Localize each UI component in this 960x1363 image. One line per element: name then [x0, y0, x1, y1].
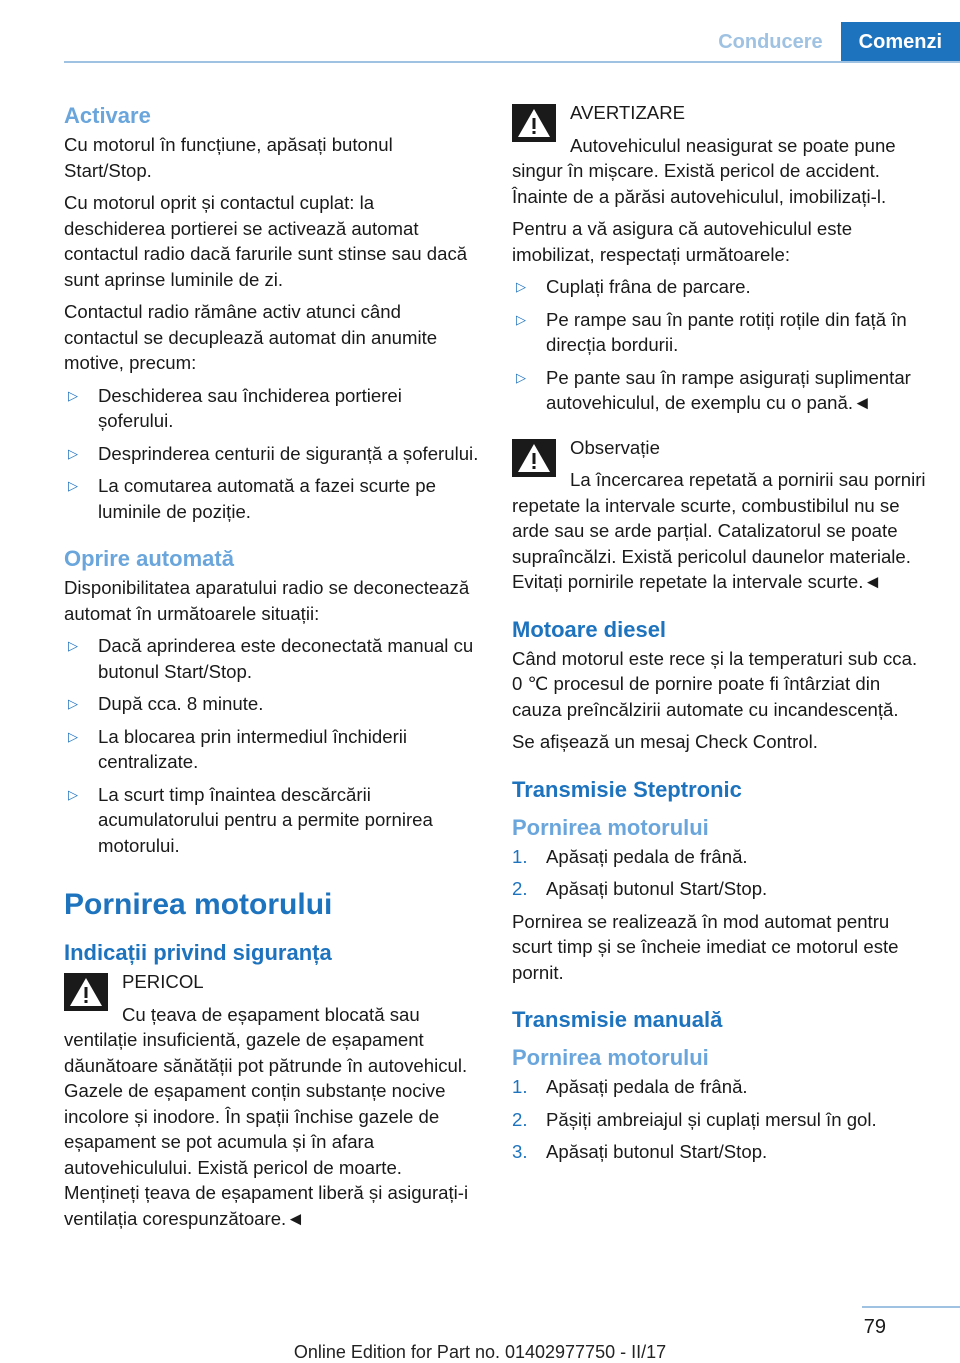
list-item: ▷ Cuplați frâna de parcare. [512, 274, 927, 300]
list-item: 2. Apăsați butonul Start/Stop. [512, 878, 768, 899]
diesel-heading: Motoare diesel [512, 616, 667, 642]
activare-list [64, 383, 479, 525]
list-item: ▷ La comutarea automată a fazei scurte pe luminile de poziție. [68, 475, 436, 522]
header-tabs [700, 22, 960, 62]
asigurare-list [512, 274, 927, 416]
activare-paragraph-2: Cu motorul oprit și contactul cuplat: la deschiderea portierei se activează automat contactul radio dacă farurile sunt stinse sau dacă sunt aprinse luminile de zi. [64, 192, 468, 290]
list-item: ▷ Pe pante sau în rampe asigurați suplimentar autovehiculul, de exemplu cu o pană.◄ [516, 366, 911, 413]
steptronic-paragraph: Pornirea se realizează în mod automat pentru scurt timp și se încheie imediat ce motorul este pornit. [512, 910, 899, 983]
oprire-list [64, 633, 479, 858]
avertizare-label: AVERTIZARE [570, 102, 686, 123]
manuala-steps [512, 1074, 927, 1165]
diesel-paragraph-1: Când motorul este rece și la temperaturi sub cca. 0 ℃ procesul de pornire poate fi întârziat din cauza preîncălzirii automate cu incandescență. [512, 647, 918, 720]
list-item: ▷ Pe rampe sau în pante rotiți roțile din față în direcția bordurii. [516, 308, 907, 355]
pericol-label: PERICOL [122, 971, 204, 992]
triangle-bullet-icon: ▷ [68, 445, 78, 461]
pericol-warning [64, 969, 479, 1238]
pericol-text: Cu țeava de eșapament blocată sau ventilație insuficientă, gazele de eșapament dăunătoare sănătății pot pătrunde în autovehicul. Gazele de eșapament conțin substanțe nocive incolore și inodore. În spații închise gazele de eșapament se pot acumula și în afara autovehiculului. Există pericol de moarte. Mențineți țeava de eșapament liberă și asigurați-i ventilația corespunzătoare.◄ [64, 1003, 469, 1229]
diesel-paragraph-2: Se afișează un mesaj Check Control. [512, 731, 818, 752]
steptronic-steps [512, 844, 927, 902]
list-item: ▷ La blocarea prin intermediul închiderii centralizate. [68, 725, 408, 772]
list-item: 1. Apăsați pedala de frână. [512, 845, 748, 867]
triangle-bullet-icon: ▷ [68, 728, 78, 744]
list-item: ▷ Desprinderea centurii de siguranță a șoferului. [64, 441, 479, 467]
edition-footer: Online Edition for Part no. 01402977750 - II/17 [293, 1342, 667, 1362]
triangle-bullet-icon: ▷ [516, 279, 526, 294]
observatie-text: La încercarea repetată a pornirii sau porniri repetate la intervale scurte, combustibilul nu se arde sau se arde parțial. Catalizatorul se poate supraîncălzi. Există pericolul daunelor materiale. Evitați pornirile repetate la intervale scurte.◄ [512, 469, 926, 592]
list-item: ▷ Deschiderea sau închiderea portierei șoferului. [68, 384, 402, 431]
list-item: 2. Pășiți ambreiajul și cuplați mersul în gol. [512, 1108, 877, 1130]
warning-triangle-icon [512, 439, 556, 477]
activare-paragraph-3: Contactul radio rămâne activ atunci când contactul se decuplează automat din anumite motive, precum: [64, 301, 438, 373]
page-number: 79 [863, 1316, 886, 1338]
triangle-bullet-icon: ▷ [516, 369, 526, 385]
oprire-paragraph: Disponibilitatea aparatului radio se deconectează automat în următoarele situații: [64, 577, 470, 624]
warning-triangle-icon [64, 973, 108, 1011]
manuala-heading: Transmisie manuală [512, 1007, 723, 1032]
activare-heading: Activare [64, 103, 151, 128]
oprire-heading: Oprire automată [64, 546, 234, 571]
list-item: ▷ După cca. 8 minute. [64, 691, 479, 717]
observatie-note [512, 435, 927, 602]
activare-paragraph-1: Cu motorul în funcțiune, apăsați butonul Start/Stop. [64, 134, 393, 181]
steptronic-pornirea-heading: Pornirea motorului [512, 814, 709, 840]
triangle-bullet-icon: ▷ [68, 387, 78, 403]
steptronic-heading: Transmisie Steptronic [512, 776, 742, 802]
pornirea-motorului-heading: Pornirea motorului [64, 888, 333, 921]
tab-conducere[interactable]: Conducere [718, 31, 823, 53]
triangle-bullet-icon: ▷ [68, 638, 78, 653]
left-column [64, 100, 479, 1238]
warning-triangle-icon [512, 104, 556, 142]
header-divider [64, 61, 960, 63]
observatie-label: Observație [570, 436, 660, 458]
asigurare-paragraph: Pentru a vă asigura că autovehiculul este imobilizat, respectați următoarele: [512, 218, 853, 265]
triangle-bullet-icon: ▷ [516, 311, 526, 327]
list-item: ▷ Dacă aprinderea este deconectată manual cu butonul Start/Stop. [68, 635, 474, 682]
triangle-bullet-icon: ▷ [68, 478, 78, 493]
footer-divider [862, 1306, 960, 1308]
list-item: 3. Apăsați butonul Start/Stop. [512, 1141, 768, 1162]
triangle-bullet-icon: ▷ [68, 696, 78, 711]
indicatii-heading: Indicații privind siguranța [64, 940, 332, 965]
avertizare-warning [512, 100, 927, 216]
right-column [512, 100, 927, 1172]
tab-comenzi[interactable]: Comenzi [841, 22, 960, 62]
avertizare-text: Autovehiculul neasigurat se poate pune singur în mișcare. Există pericol de accident. Înainte de a părăsi autovehiculul, imobilizați-l. [512, 134, 896, 207]
manuala-pornirea-heading: Pornirea motorului [512, 1045, 709, 1070]
list-item: ▷ La scurt timp înaintea descărcării acumulatorului pentru a permite pornirea motorului. [68, 783, 433, 856]
triangle-bullet-icon: ▷ [68, 786, 78, 802]
list-item: 1. Apăsați pedala de frână. [512, 1076, 748, 1097]
